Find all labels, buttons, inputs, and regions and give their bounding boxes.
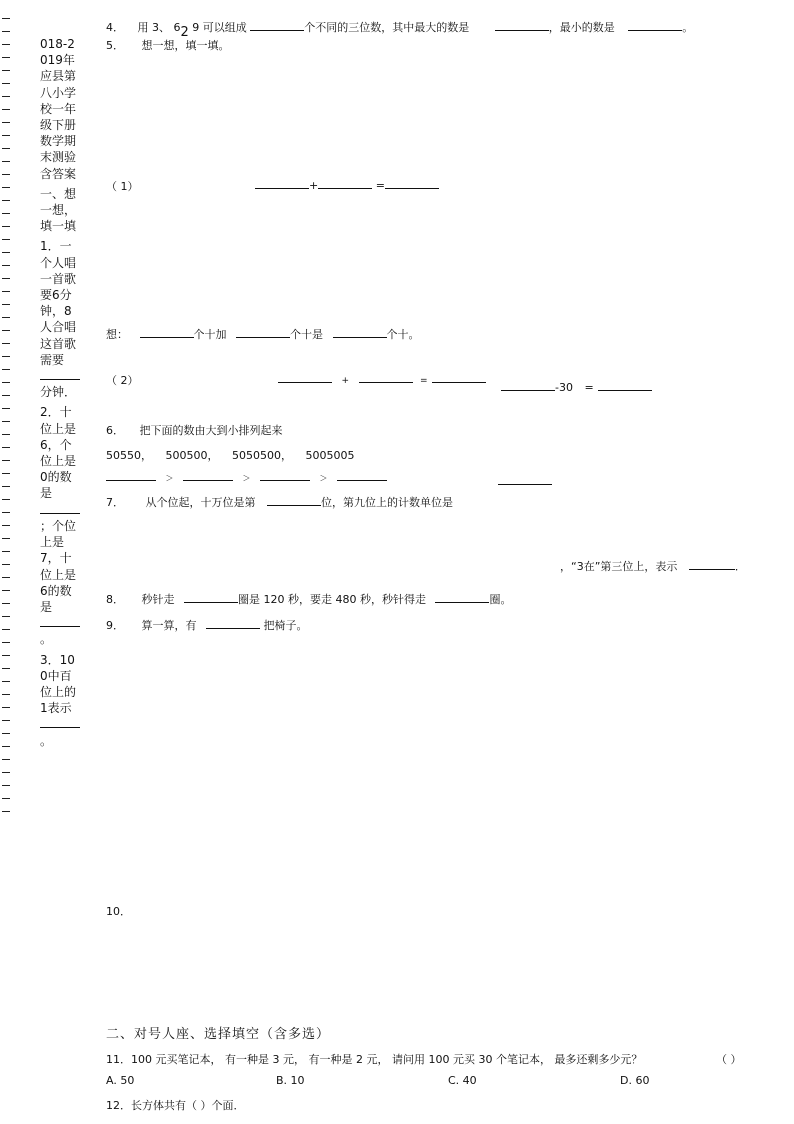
margin-dash bbox=[2, 161, 10, 162]
section-one-heading: 一、想一想，填一填 bbox=[40, 186, 77, 234]
margin-dash bbox=[2, 226, 10, 227]
number-item: 5005005 bbox=[305, 449, 355, 462]
equals-sign: = bbox=[375, 179, 385, 192]
margin-dash bbox=[2, 291, 10, 292]
margin-dash bbox=[2, 96, 10, 97]
question-6-numbers bbox=[106, 447, 355, 463]
left-margin-column bbox=[40, 36, 82, 749]
margin-dash bbox=[2, 642, 10, 643]
question-5-think-line bbox=[106, 326, 420, 342]
question-number: 8． bbox=[106, 593, 124, 606]
margin-dash bbox=[2, 811, 10, 812]
plus-sign: + bbox=[309, 179, 319, 192]
margin-dash bbox=[2, 18, 10, 19]
answer-blank bbox=[435, 592, 489, 603]
number-item: 500500， bbox=[165, 449, 219, 462]
answer-blank bbox=[628, 20, 682, 31]
answer-blank bbox=[598, 380, 652, 391]
margin-dash bbox=[2, 551, 10, 552]
question-9-text-a: 算一算，有 bbox=[141, 619, 197, 632]
greater-than-sign: ＞ bbox=[242, 474, 251, 483]
margin-dash bbox=[2, 668, 10, 669]
question-5 bbox=[106, 37, 230, 53]
question-6-extra-blank bbox=[498, 474, 552, 488]
margin-dash bbox=[2, 83, 10, 84]
answer-blank bbox=[260, 470, 310, 481]
question-4-text-d: ，最小的数是 bbox=[548, 21, 615, 34]
margin-dash bbox=[2, 148, 10, 149]
plus-sign: + bbox=[341, 376, 350, 386]
option-a: A. 50 bbox=[106, 1074, 135, 1087]
margin-dash bbox=[2, 109, 10, 110]
margin-dash bbox=[2, 720, 10, 721]
question-7-continuation bbox=[560, 558, 746, 574]
margin-dash bbox=[2, 317, 10, 318]
question-1-unit: 分钟． bbox=[40, 385, 77, 400]
greater-than-sign: ＞ bbox=[165, 474, 174, 483]
margin-dash bbox=[2, 278, 10, 279]
question-8 bbox=[106, 591, 511, 607]
question-number: 5． bbox=[106, 39, 124, 52]
margin-dash bbox=[2, 239, 10, 240]
margin-dash bbox=[2, 395, 10, 396]
margin-dash bbox=[2, 200, 10, 201]
margin-dash bbox=[2, 57, 10, 58]
answer-blank bbox=[498, 474, 552, 485]
question-11-text: 11．100 元买笔记本， 有一种是 3 元， 有一种是 2 元， 请问用 100 元买 30 个笔记本， 最多还剩多少元？ bbox=[106, 1053, 643, 1066]
answer-blank bbox=[495, 20, 549, 31]
question-5-part-2-equation-a bbox=[278, 372, 486, 386]
think-text-c: 个十。 bbox=[386, 328, 420, 341]
option-d: D. 60 bbox=[620, 1074, 650, 1087]
question-number: 6． bbox=[106, 424, 124, 437]
margin-dash bbox=[2, 421, 10, 422]
question-5-part-2-label: （ 2） bbox=[106, 374, 139, 387]
margin-dash bbox=[2, 330, 10, 331]
margin-dash bbox=[2, 512, 10, 513]
margin-dash bbox=[2, 447, 10, 448]
margin-dash bbox=[2, 31, 10, 32]
margin-dash bbox=[2, 473, 10, 474]
question-3-end: 。 bbox=[40, 733, 53, 748]
margin-dash bbox=[2, 681, 10, 682]
margin-dash bbox=[2, 772, 10, 773]
margin-dash bbox=[2, 213, 10, 214]
equals-sign: = bbox=[584, 381, 594, 394]
question-8-text-c: 圈。 bbox=[489, 593, 512, 606]
answer-blank bbox=[385, 178, 439, 189]
think-text-a: 个十加 bbox=[193, 328, 227, 341]
question-7-text-b: 位，第九位上的计数单位是 bbox=[321, 496, 453, 509]
question-6 bbox=[106, 422, 283, 438]
think-prefix: 想： bbox=[106, 328, 128, 341]
question-9 bbox=[106, 617, 308, 633]
margin-dash bbox=[2, 798, 10, 799]
answer-blank bbox=[359, 372, 413, 383]
answer-blank bbox=[337, 470, 387, 481]
question-5-part-1-label: （ 1） bbox=[106, 180, 139, 193]
margin-dash bbox=[2, 577, 10, 578]
margin-dash bbox=[2, 174, 10, 175]
question-7 bbox=[106, 494, 453, 510]
answer-blank bbox=[206, 618, 260, 629]
question-number: 4． bbox=[106, 21, 124, 34]
margin-dash bbox=[2, 603, 10, 604]
margin-dash bbox=[2, 252, 10, 253]
document-title: 018-2019年应县第八小学校一年级下册数学期末测验含答案 bbox=[40, 37, 77, 181]
answer-blank bbox=[689, 559, 735, 570]
answer-blank bbox=[106, 470, 156, 481]
question-4-text-b: 9 可以组成 bbox=[192, 21, 247, 34]
answer-blank bbox=[184, 592, 238, 603]
answer-blank bbox=[250, 20, 304, 31]
margin-dash bbox=[2, 499, 10, 500]
option-c: C. 40 bbox=[448, 1074, 477, 1087]
answer-blank bbox=[432, 372, 486, 383]
question-8-text-a: 秒针走 bbox=[141, 593, 175, 606]
answer-blank bbox=[236, 327, 290, 338]
option-b: B. 10 bbox=[276, 1074, 305, 1087]
margin-dash bbox=[2, 369, 10, 370]
margin-dash bbox=[2, 564, 10, 565]
answer-blank bbox=[40, 616, 80, 627]
margin-dash bbox=[2, 629, 10, 630]
margin-dash bbox=[2, 616, 10, 617]
question-4-text-e: 。 bbox=[682, 21, 694, 34]
answer-blank bbox=[40, 717, 80, 728]
question-2-text-b: ；个位上是7，十位上是6的数是 bbox=[40, 518, 77, 614]
margin-dash bbox=[2, 733, 10, 734]
margin-dash bbox=[2, 44, 10, 45]
question-4-text-c: 个不同的三位数，其中最大的数是 bbox=[304, 21, 470, 34]
answer-blank bbox=[140, 327, 194, 338]
question-number: 7． bbox=[106, 496, 124, 509]
margin-dash bbox=[2, 187, 10, 188]
question-3-text: 3．100中百位上的1表示 bbox=[40, 652, 77, 716]
question-8-text-b: 圈是 120 秒，要走 480 秒，秒针得走 bbox=[238, 593, 426, 606]
question-7-text-c: ，“3在”第三位上，表示 bbox=[560, 560, 678, 573]
margin-dash bbox=[2, 265, 10, 266]
question-7-text-a: 从个位起，十万位是第 bbox=[145, 496, 256, 509]
margin-dash bbox=[2, 122, 10, 123]
question-12-text: 12．长方体共有（ ）个面． bbox=[106, 1099, 245, 1112]
question-4-subscript: 2 bbox=[180, 25, 189, 40]
answer-blank bbox=[183, 470, 233, 481]
question-5-part-2-equation-b bbox=[501, 380, 652, 394]
margin-dash bbox=[2, 486, 10, 487]
margin-dash bbox=[2, 70, 10, 71]
question-1-text: 1．一个人唱一首歌要6分钟，8人合唱这首歌需要 bbox=[40, 239, 77, 367]
number-item: 5050500， bbox=[232, 449, 292, 462]
answer-blank bbox=[501, 380, 555, 391]
margin-dash bbox=[2, 785, 10, 786]
think-text-b: 个十是 bbox=[290, 328, 323, 341]
question-7-text-d: ． bbox=[734, 560, 746, 573]
answer-blank bbox=[40, 503, 80, 514]
question-number: 9． bbox=[106, 619, 124, 632]
greater-than-sign: ＞ bbox=[319, 474, 328, 483]
margin-dash bbox=[2, 408, 10, 409]
margin-dash bbox=[2, 356, 10, 357]
question-4 bbox=[106, 19, 694, 40]
question-6-text: 把下面的数由大到小排列起来 bbox=[139, 424, 283, 437]
answer-blank bbox=[267, 495, 321, 506]
margin-dash bbox=[2, 694, 10, 695]
margin-dash bbox=[2, 655, 10, 656]
minus-thirty: -30 bbox=[555, 381, 573, 394]
margin-dash bbox=[2, 746, 10, 747]
question-6-answer-row bbox=[106, 470, 387, 484]
question-4-text-a: 用 3、 6 bbox=[137, 21, 181, 34]
answer-blank bbox=[333, 327, 387, 338]
question-2-text-a: 2．十位上是6，个位上是0的数是 bbox=[40, 405, 77, 501]
margin-dash bbox=[2, 135, 10, 136]
margin-dash bbox=[2, 343, 10, 344]
margin-dash bbox=[2, 304, 10, 305]
question-10-number: 10． bbox=[106, 905, 131, 918]
question-2-end: 。 bbox=[40, 632, 53, 647]
question-5-part-1-equation bbox=[255, 178, 439, 192]
question-9-text-b: 把椅子。 bbox=[263, 619, 308, 632]
answer-blank bbox=[40, 369, 80, 380]
question-11-answer-paren: （ ） bbox=[716, 1053, 742, 1066]
margin-dash bbox=[2, 382, 10, 383]
margin-dash bbox=[2, 460, 10, 461]
margin-dash bbox=[2, 707, 10, 708]
section-two-heading: 二、对号人座、选择填空（含多选） bbox=[106, 1027, 331, 1042]
number-item: 50550， bbox=[106, 449, 152, 462]
margin-dash bbox=[2, 590, 10, 591]
answer-blank bbox=[255, 178, 309, 189]
margin-dash bbox=[2, 434, 10, 435]
margin-dash bbox=[2, 538, 10, 539]
margin-dash bbox=[2, 525, 10, 526]
margin-dash bbox=[2, 759, 10, 760]
answer-blank bbox=[318, 178, 372, 189]
equals-sign: = bbox=[420, 376, 428, 386]
question-5-text: 想一想，填一填。 bbox=[141, 39, 230, 52]
answer-blank bbox=[278, 372, 332, 383]
